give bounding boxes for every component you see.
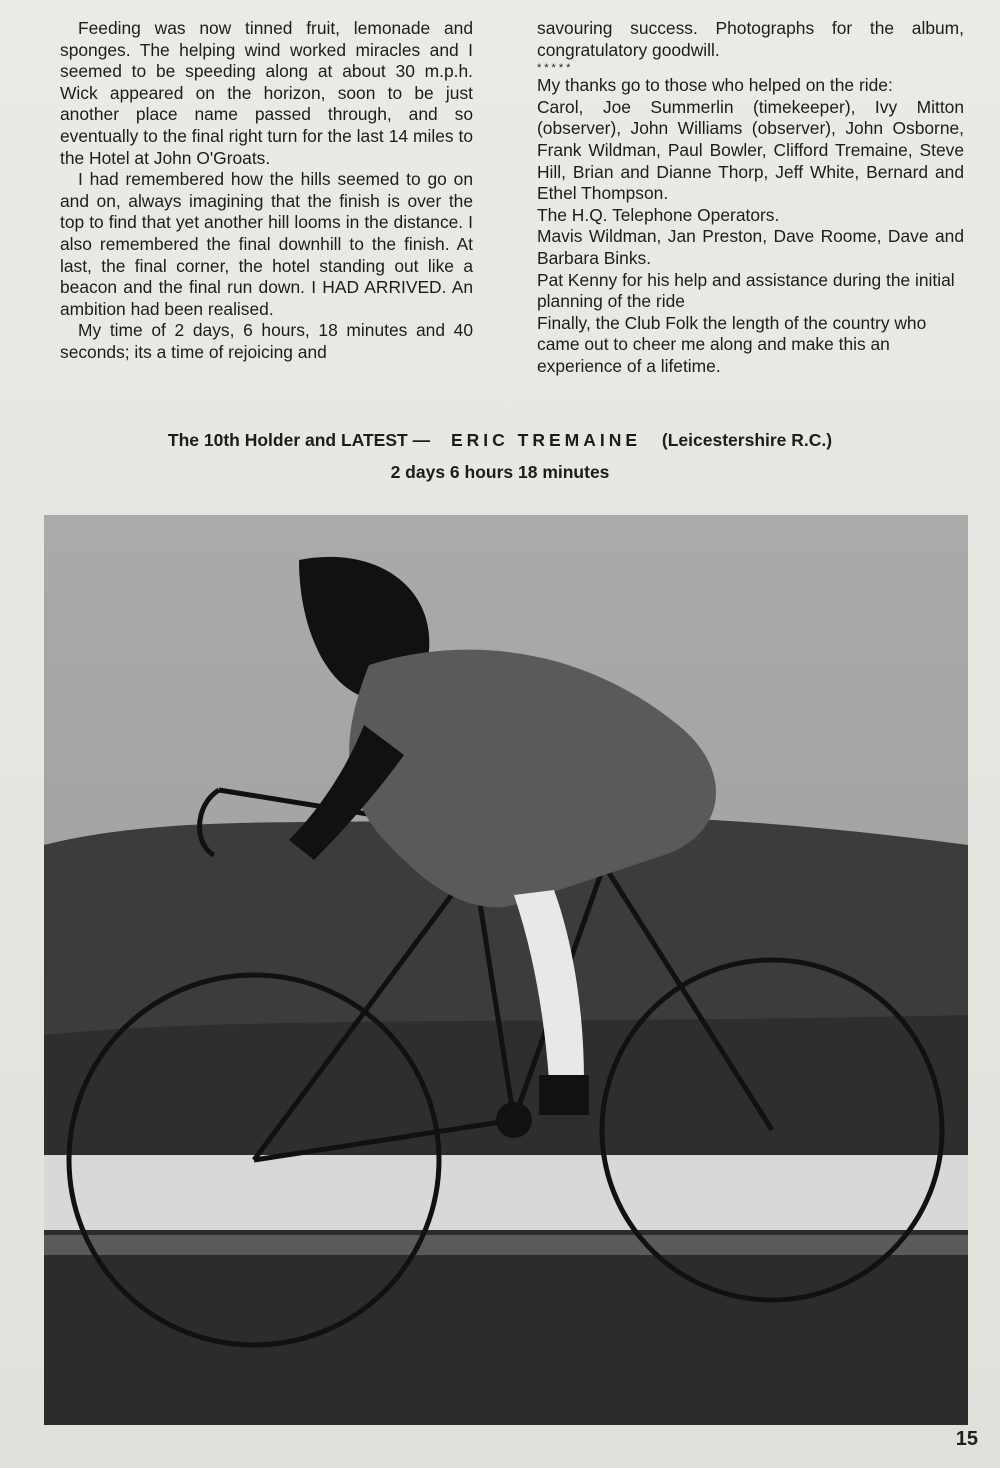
thanks-others: Mavis Wildman, Jan Preston, Dave Roome, Dave and Barbara Binks.: [537, 226, 964, 268]
caption-prefix: The 10th Holder and LATEST —: [167, 430, 431, 450]
thanks-intro: My thanks go to those who helped on the ride:: [537, 75, 893, 96]
left-text-column: [60, 18, 473, 364]
page-number: 15: [955, 1428, 978, 1450]
separator-stars: *****: [537, 62, 574, 75]
cyclist-photo: [44, 515, 968, 1425]
thanks-pat-kenny: Pat Kenny for his help and assistance during the initial planning of the ride: [537, 269, 955, 312]
photo-caption-title: [0, 430, 1000, 451]
photo-caption-time: 2 days 6 hours 18 minutes: [390, 462, 610, 482]
thanks-hq-operators: The H.Q. Telephone Operators.: [537, 204, 780, 225]
caption-rider-name: ERIC TREMAINE: [450, 430, 642, 450]
caption-club: (Leicestershire R.C.): [661, 430, 833, 450]
paragraph-feeding: Feeding was now tinned fruit, lemonade and sponges. The helping wind worked miracles and I seemed to be speeding along at about 30 m.p.h. Wick appeared on the horizon, soon to be just another place name passed through, and so eventually to the final right turn for the last 14 miles to the Hotel at John O'Groats.: [60, 18, 473, 168]
paragraph-time: My time of 2 days, 6 hours, 18 minutes and 40 seconds; its a time of rejoicing and: [60, 320, 473, 362]
paragraph-continuation: savouring success. Photographs for the album, congratulatory goodwill.: [537, 18, 964, 60]
right-text-column: [537, 18, 964, 378]
paragraph-hills: I had remembered how the hills seemed to go on and on, always imagining that the finish is over the top to find that yet another hill looms in the distance. I also remembered the final downhill to the finish. At last, the final corner, the hotel standing out like a beacon and the final run down. I HAD ARRIVED. An ambition had been realised.: [60, 169, 473, 319]
thanks-finally: Finally, the Club Folk the length of the country who came out to cheer me along and make this an experience of a lifetime.: [537, 312, 927, 376]
thanks-names: Carol, Joe Summerlin (timekeeper), Ivy Mitton (observer), John Williams (observer), John Osborne, Frank Wildman, Paul Bowler, Clifford Tremaine, Steve Hill, Brian and Dianne Thorp, Jeff White, Bernard and Ethel Thompson.: [537, 96, 964, 204]
